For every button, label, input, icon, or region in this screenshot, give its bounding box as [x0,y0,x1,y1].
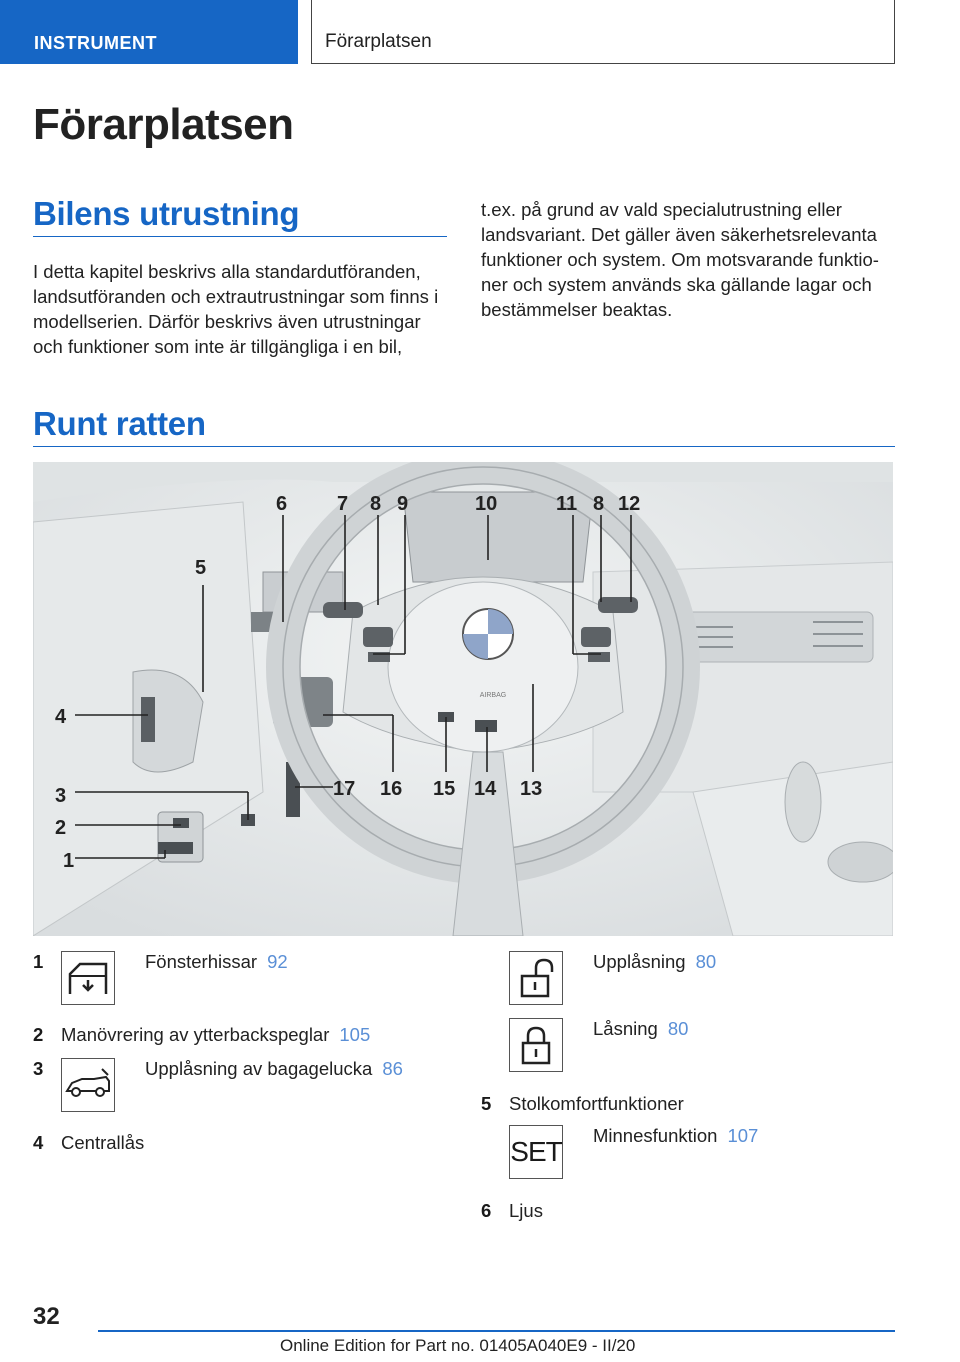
heading-rule [33,446,895,447]
item-mirrors [61,1024,370,1046]
callout-14: 14 [474,778,497,800]
item-label: Fönsterhissar [145,951,258,972]
item-central-locking: Centrallås [61,1132,145,1153]
page-reference[interactable]: 86 [382,1058,403,1079]
trunk-icon [61,1058,115,1112]
steering-wheel-diagram [33,462,893,936]
callout-9: 9 [397,493,409,515]
item-label: Låsning [593,1018,658,1039]
callout-16: 16 [380,778,403,800]
callout-17: 17 [333,778,356,800]
lock-icon [509,1018,563,1072]
item-memory-function [593,1125,758,1147]
heading-rule [33,236,447,237]
section-heading-equipment: Bilens utrustning [33,195,300,232]
callout-8-right: 8 [593,493,605,515]
callout-6: 6 [276,493,288,515]
item-lights: Ljus [509,1200,543,1221]
item-window-lifts [145,951,288,973]
page-reference[interactable]: 105 [339,1024,371,1045]
item-number: 4 [33,1132,44,1153]
equipment-paragraph-right: t.ex. på grund av vald specialutrustning eller landsvariant. Det gäller även säkerhetsrelevanta funktioner och system. Om motsvarande funktioner och system används ska gällande lagar och bestämmelser beaktas. [481,199,879,320]
set-icon: SET [509,1125,563,1179]
callout-7: 7 [337,493,349,515]
page-reference[interactable]: 92 [267,951,288,972]
page-number: 32 [33,1303,60,1330]
item-number: 1 [33,951,44,972]
item-seat-comfort: Stolkomfortfunktioner [509,1093,684,1114]
svg-text:AIRBAG: AIRBAG [479,692,507,699]
window-lift-icon [61,951,115,1005]
callout-10: 10 [475,493,498,515]
item-trunk-release [145,1058,403,1080]
item-label: Upplåsning [593,951,686,972]
section-tab: INSTRUMENT [0,0,298,64]
item-label: Minnesfunktion [593,1125,718,1146]
callout-15: 15 [433,778,456,800]
item-label: Upplåsning av bagagelucka [145,1058,373,1079]
item-number: 5 [481,1093,492,1114]
item-number: 3 [33,1058,44,1079]
callout-4: 4 [55,706,67,728]
cockpit-illustration [33,462,893,936]
item-unlocking [593,951,716,973]
item-locking [593,1018,688,1040]
callout-13: 13 [520,778,543,800]
page-reference[interactable]: 107 [727,1125,759,1146]
chapter-header: Förarplatsen [311,0,895,64]
item-label: Manövrering av ytterbackspeglar [61,1024,330,1045]
item-number: 6 [481,1200,492,1221]
callout-3: 3 [55,785,67,807]
callout-1: 1 [63,850,75,872]
footer-edition: Online Edition for Part no. 01405A040E9 - II/20 [280,1336,636,1355]
callout-12: 12 [618,493,641,515]
callout-8-left: 8 [370,493,382,515]
callout-5: 5 [195,557,207,579]
footer-rule [98,1330,895,1332]
item-number: 2 [33,1024,44,1045]
page-reference[interactable]: 80 [695,951,717,972]
page-title: Förarplatsen [33,100,294,149]
section-heading-steering: Runt ratten [33,405,206,442]
page-reference[interactable]: 80 [667,1018,689,1039]
callout-11: 11 [556,493,578,515]
equipment-paragraph-left: I detta kapitel beskrivs alla standardutföranden, landsutföranden och extrautrustningar som finns i modellserien. Därför beskrivs även utrustningar och funktioner som inte är tillgängliga i en bil, [33,261,439,357]
unlock-icon [509,951,563,1005]
callout-2: 2 [55,817,67,839]
